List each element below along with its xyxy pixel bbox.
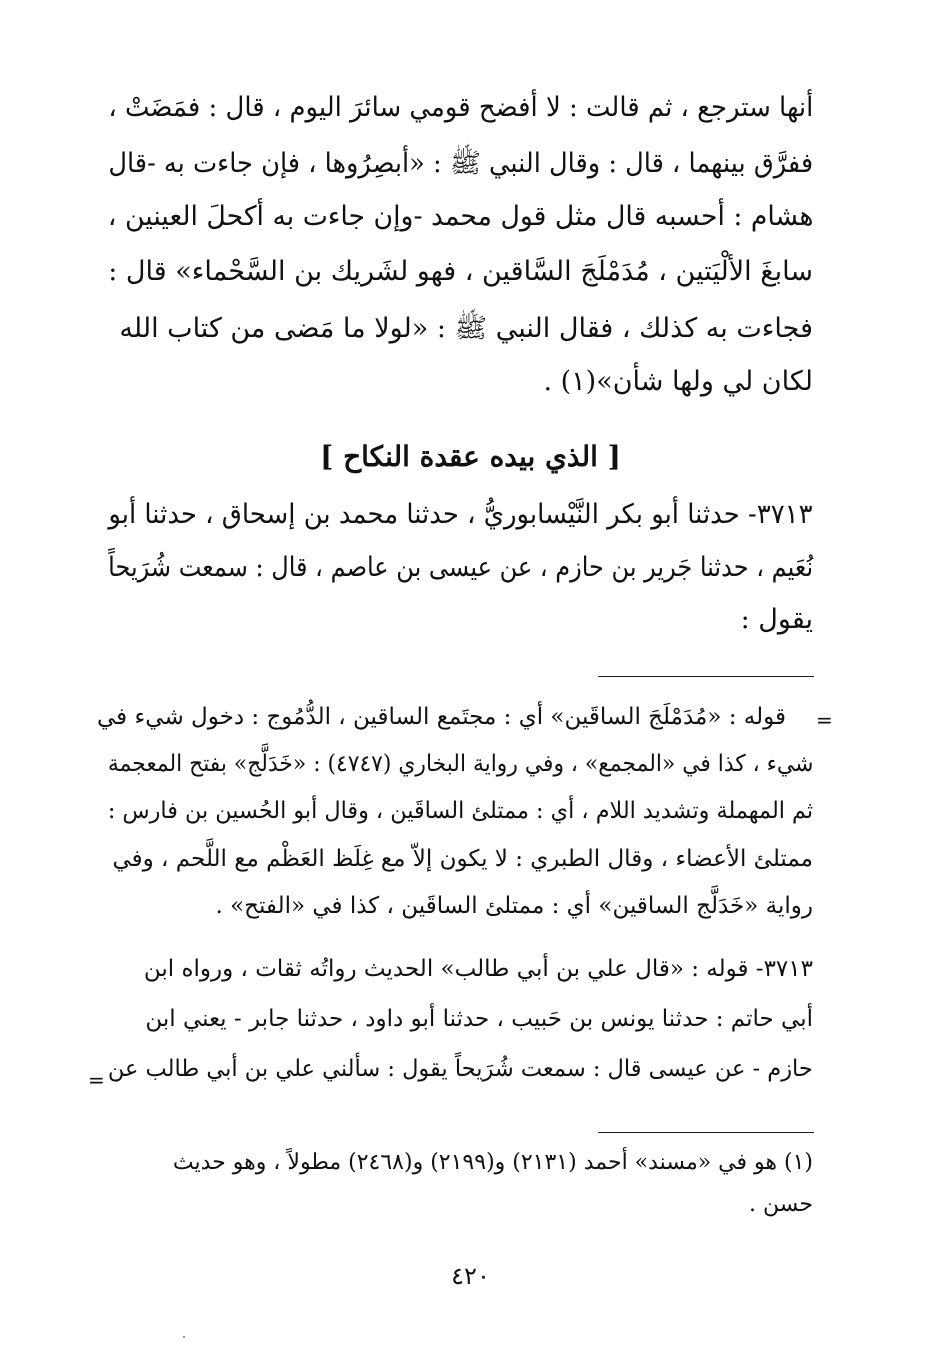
hadith-text-line: يقول : (740, 604, 813, 635)
footnote-line: حسن . (749, 1192, 813, 1217)
main-text-line: أنها سترجع ، ثم قالت : لا أفضح قومي سائرَ اليوم ، قال : فمَضَتْ ، (108, 92, 813, 123)
scan-speck (183, 1336, 185, 1338)
commentary-line: أبي حاتم : حدثنا يونس بن حَبيب ، حدثنا أبو داود ، حدثنا جابر - يعني ابن (145, 1006, 813, 1032)
commentary-line: قوله : «مُدَمْلَجَ الساقَين» أي : مجتَمع الساقين ، الدُّمُوج : دخول شيء في (96, 704, 786, 730)
main-text-line: هشام : أحسبه قال مثل قول محمد -وإن جاءت به أكحلَ العينين ، (107, 201, 813, 232)
page-number: ٤٢٠ (451, 1262, 490, 1290)
footnote-separator (598, 1132, 814, 1133)
main-text-line: ففرَّق بينهما ، قال : وقال النبي ﷺ : «أبصِرُوها ، فإن جاءت به -قال (108, 148, 813, 179)
hadith-text-line: نُعَيم ، حدثنا جَرير بن حازم ، عن عيسى بن عاصم ، قال : سمعت شُرَيحاً (107, 552, 813, 583)
hadith-text-line: ٣٧١٣- حدثنا أبو بكر النَّيْسابوريُّ ، حدثنا محمد بن إسحاق ، حدثنا أبو (108, 499, 813, 530)
commentary-line: ممتلئ الأعضاء ، وقال الطبري : لا يكون إلاّ مع غِلَظ العَظْم مع اللَّحم ، وفي (112, 846, 813, 872)
continuation-marker: = (88, 1068, 105, 1092)
commentary-line: رواية «خَدَلَّج الساقين» أي : ممتلئ الساقَين ، كذا في «الفتح» . (215, 893, 813, 919)
main-text-line: لكان لي ولها شأن»(١) . (543, 366, 813, 397)
commentary-line: ثم المهملة وتشديد اللام ، أي : ممتلئ الساقَين ، وقال أبو الحُسين بن فارس : (107, 798, 813, 824)
commentary-line: شيء ، كذا في «المجمع» ، وفي رواية البخاري (٤٧٤٧) : «خَدَلَّج» بفتح المعجمة (107, 751, 813, 777)
commentary-line: ٣٧١٣- قوله : «قال علي بن أبي طالب» الحديث رواتُه ثقات ، ورواه ابن (143, 956, 813, 982)
continuation-marker: = (816, 708, 833, 732)
main-text-line: فجاءت به كذلك ، فقال النبي ﷺ : «لولا ما مَضى من كتاب الله (119, 313, 813, 344)
commentary-separator (598, 676, 814, 677)
commentary-line: حازم - عن عيسى قال : سمعت شُرَيحاً يقول : سألني علي بن أبي طالب عن (108, 1056, 813, 1082)
footnote-line: (١) هو في «مسند» أحمد (٢١٣١) و(٢١٩٩) و(٢٤٦٨) مطولاً ، وهو حديث (172, 1150, 813, 1175)
main-text-line: سابغَ الألْيَتين ، مُدَمْلَجَ السَّاقين ، فهو لشَريك بن السَّحْماء» قال : (108, 256, 813, 287)
section-heading: [ الذي بيده عقدة النكاح ] (320, 440, 621, 473)
